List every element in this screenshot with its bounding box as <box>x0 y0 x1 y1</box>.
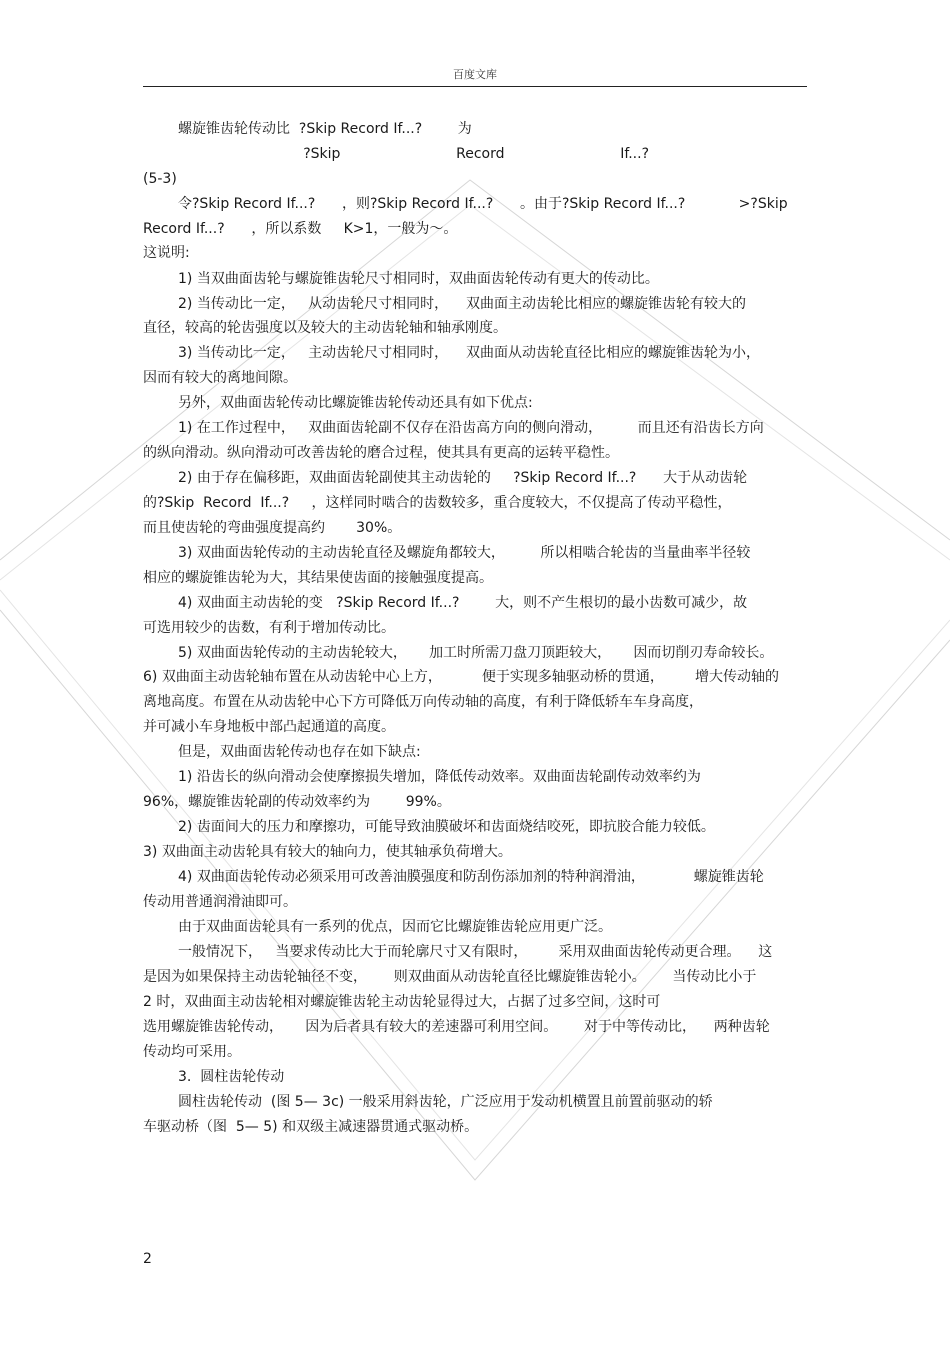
text-line: 的纵向滑动。纵向滑动可改善齿轮的磨合过程，使其具有更高的运转平稳性。 <box>143 445 619 461</box>
text-line: 2) 齿面间大的压力和摩擦功，可能导致油膜破坏和齿面烧结咬死，即抗胶合能力较低。 <box>178 819 715 835</box>
text-line: 因而有较大的离地间隙。 <box>143 370 297 386</box>
text-line: 5) 双曲面齿轮传动的主动齿轮较大， 加工时所需刀盘刀顶距较大， 因而切削刃寿命较长。 <box>178 645 774 661</box>
text-line: 1) 在工作过程中， 双曲面齿轮副不仅存在沿齿高方向的侧向滑动， 而且还有沿齿长方向 <box>178 420 764 436</box>
text-line: 传动用普通润滑油即可。 <box>143 894 297 910</box>
text-line: 直径，较高的轮齿强度以及较大的主动齿轮轴和轴承刚度。 <box>143 320 507 336</box>
text-line: 1) 当双曲面齿轮与螺旋锥齿轮尺寸相同时，双曲面齿轮传动有更大的传动比。 <box>178 271 659 287</box>
text-line: 并可减小车身地板中部凸起通道的高度。 <box>143 719 395 735</box>
text-line: ?Skip Record If...? <box>143 146 650 162</box>
text-line: (5-3) <box>143 171 177 187</box>
text-line: 车驱动桥（图 5— 5) 和双级主减速器贯通式驱动桥。 <box>143 1119 479 1135</box>
text-line: 一般情况下， 当要求传动比大于而轮廓尺寸又有限时， 采用双曲面齿轮传动更合理。 这 <box>178 944 773 960</box>
text-line: 3) 双曲面主动齿轮具有较大的轴向力，使其轴承负荷增大。 <box>143 844 512 860</box>
text-line: 3) 双曲面齿轮传动的主动齿轮直径及螺旋角都较大， 所以相啮合轮齿的当量曲率半径较 <box>178 545 751 561</box>
text-line: Record If...? ，所以系数 K>1，一般为～。 <box>143 221 458 237</box>
text-line: 但是，双曲面齿轮传动也存在如下缺点: <box>178 744 421 760</box>
text-line: 离地高度。布置在从动齿轮中心下方可降低万向传动轴的高度，有利于降低轿车车身高度， <box>143 694 703 710</box>
text-line: 由于双曲面齿轮具有一系列的优点，因而它比螺旋锥齿轮应用更广泛。 <box>178 919 612 935</box>
text-line: 另外，双曲面齿轮传动比螺旋锥齿轮传动还具有如下优点: <box>178 395 533 411</box>
text-line: 4) 双曲面齿轮传动必须采用可改善油膜强度和防刮伤添加剂的特种润滑油， 螺旋锥齿轮 <box>178 869 764 885</box>
text-line: 相应的螺旋锥齿轮为大，其结果使齿面的接触强度提高。 <box>143 570 493 586</box>
page-number: 2 <box>143 1251 152 1267</box>
text-line: 2 时，双曲面主动齿轮相对螺旋锥齿轮主动齿轮显得过大，占据了过多空间，这时可 <box>143 994 661 1010</box>
text-line: 圆柱齿轮传动 (图 5— 3c) 一般采用斜齿轮，广泛应用于发动机横置且前置前驱动的轿 <box>178 1094 713 1110</box>
header-divider <box>143 86 807 87</box>
text-line: 的?Skip Record If...? ，这样同时啮合的齿数较多，重合度较大，不仅提高了传动平稳性， <box>143 495 732 511</box>
text-line: 4) 双曲面主动齿轮的变 ?Skip Record If...? 大，则不产生根切的最小齿数可减少，故 <box>178 595 748 611</box>
text-line: 3. 圆柱齿轮传动 <box>178 1069 285 1085</box>
text-line: 96%，螺旋锥齿轮副的传动效率约为 99%。 <box>143 794 451 810</box>
text-line: 令?Skip Record If...? ，则?Skip Record If...? 。由于?Skip Record If...? >?Skip <box>178 196 788 212</box>
text-line: 传动均可采用。 <box>143 1044 241 1060</box>
text-line: 螺旋锥齿轮传动比 ?Skip Record If...? 为 <box>178 121 472 137</box>
text-line: 1) 沿齿长的纵向滑动会使摩擦损失增加，降低传动效率。双曲面齿轮副传动效率约为 <box>178 769 701 785</box>
text-line: 是因为如果保持主动齿轮轴径不变， 则双曲面从动齿轮直径比螺旋锥齿轮小。 当传动比小于 <box>143 969 757 985</box>
text-line: 可选用较少的齿数，有利于增加传动比。 <box>143 620 395 636</box>
text-line: 6) 双曲面主动齿轮轴布置在从动齿轮中心上方， 便于实现多轴驱动桥的贯通， 增大传动轴的 <box>143 669 780 685</box>
text-line: 2) 由于存在偏移距，双曲面齿轮副使其主动齿轮的 ?Skip Record If...? 大于从动齿轮 <box>178 470 748 486</box>
header-title: 百度文库 <box>453 68 497 81</box>
text-line: 2) 当传动比一定， 从动齿轮尺寸相同时， 双曲面主动齿轮比相应的螺旋锥齿轮有较大的 <box>178 296 746 312</box>
text-line: 3) 当传动比一定， 主动齿轮尺寸相同时， 双曲面从动齿轮直径比相应的螺旋锥齿轮为小， <box>178 345 760 361</box>
text-line: 这说明: <box>143 245 190 261</box>
text-line: 选用螺旋锥齿轮传动， 因为后者具有较大的差速器可利用空间。 对于中等传动比， 两种齿轮 <box>143 1019 770 1035</box>
text-line: 而且使齿轮的弯曲强度提高约 30%。 <box>143 520 402 536</box>
